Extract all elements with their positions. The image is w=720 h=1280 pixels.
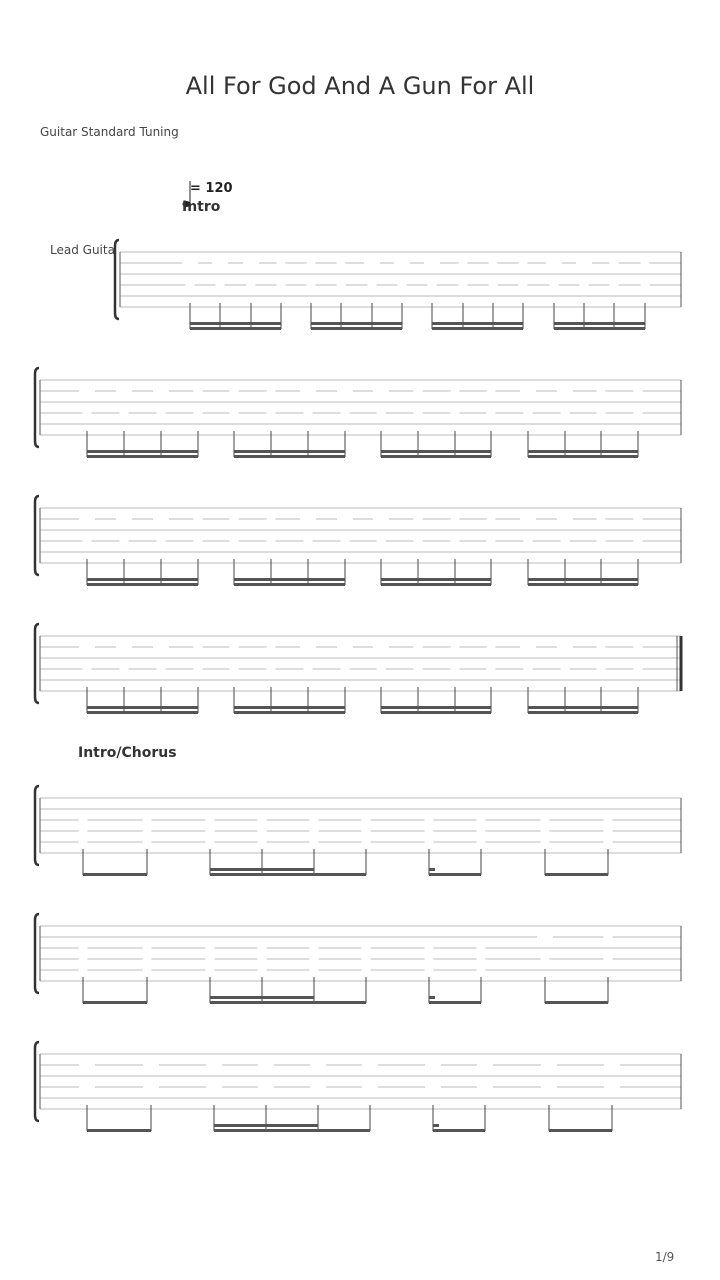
fret-bg [79,942,88,954]
fret-bg [487,641,496,653]
fret-bg [487,385,496,397]
beam [87,450,198,453]
fret-bg [425,836,434,848]
fret-bg [258,1059,274,1071]
fret-bg [247,279,256,291]
fret-bg [194,535,203,547]
fret-bg [524,663,533,675]
fret-bg [541,1081,557,1093]
fret-bg [641,257,650,269]
fret-bg [377,407,386,419]
fret-bg [414,641,423,653]
fret-bg [604,1059,620,1071]
fret-bg [194,641,203,653]
fret-bg [414,513,423,525]
fret-bg [451,535,460,547]
fret-bg [425,814,434,826]
fret-bg [206,1059,222,1071]
fret-bg [341,535,350,547]
fret-bg [425,825,434,837]
song-title: All For God And A Gun For All [185,72,535,100]
fret-bg [634,535,643,547]
fret-bg [310,1081,326,1093]
fret-bg [194,385,203,397]
fret-bg [477,814,486,826]
fret-bg [425,964,434,976]
fret-bg [362,825,371,837]
fret-bg [79,513,95,525]
fret-bg [425,1081,441,1093]
page-number: 1/9 [655,1250,675,1264]
fret-bg [341,663,350,675]
fret-bg [364,257,380,269]
fret-bg [337,279,346,291]
fret-bg [414,535,423,547]
fret-bg [143,836,152,848]
fret-bg [307,279,316,291]
fret-bg [206,964,215,976]
fret-bg [604,953,613,965]
beam [545,873,608,876]
fret-bg [116,641,132,653]
fret-bg [451,385,460,397]
system-bracket [35,496,39,575]
fret-bg [520,641,536,653]
fret-bg [610,257,619,269]
track-name: Lead Guita [50,243,115,257]
section-label-intro: Intro [182,199,221,215]
beam [190,322,281,325]
beam [210,873,366,876]
beam [381,455,491,458]
fret-bg [541,836,550,848]
fret-bg [143,825,152,837]
fret-bg [79,964,88,976]
fret-bg [79,1059,95,1071]
fret-bg [489,257,498,269]
fret-bg [79,825,88,837]
fret-bg [258,825,267,837]
fret-bg [310,964,319,976]
fret-bg [230,513,239,525]
fret-bg [116,513,132,525]
fret-bg [120,407,129,419]
system-bracket [115,240,119,319]
fret-bg [230,641,239,653]
beam [87,578,198,581]
beam [554,327,645,330]
fret-bg [373,513,389,525]
fret-bg [425,953,434,965]
fret-bg [206,814,215,826]
fret-bg [597,385,606,397]
beam [429,873,481,876]
fret-bg [243,257,259,269]
fret-bg [362,836,371,848]
fret-bg [604,814,613,826]
fret-bg [267,663,276,675]
fret-bg [194,407,203,419]
beam [234,450,345,453]
fret-bg [182,257,198,269]
beam [528,706,638,709]
beam [528,711,638,714]
fret-bg [424,257,440,269]
fret-bg [83,407,92,419]
fret-bg [206,942,215,954]
fret-bg [487,407,496,419]
fret-bg [143,942,152,954]
beam [381,706,491,709]
barline-final-thick [680,636,683,691]
fret-bg [230,663,239,675]
beam [381,583,491,586]
fret-bg [373,641,389,653]
fret-bg [373,385,389,397]
fret-bg [337,513,353,525]
fret-bg [157,663,166,675]
beam [234,706,345,709]
fret-bg [157,535,166,547]
beam [528,450,638,453]
fret-bg [116,385,132,397]
fret-bg [537,931,553,943]
fret-bg [143,1081,159,1093]
fret-bg [634,513,643,525]
fret-bg [541,825,550,837]
beam [190,327,281,330]
fret-bg [304,535,313,547]
beam [87,706,198,709]
fret-bg [267,385,276,397]
tempo-value: = 120 [190,181,233,196]
fret-bg [557,513,573,525]
beam [545,1001,608,1004]
beam [549,1129,612,1132]
beam [429,1001,481,1004]
fret-bg [477,825,486,837]
system-bracket [35,368,39,447]
fret-bg [83,663,92,675]
fret-bg [604,931,613,943]
fret-bg [634,385,643,397]
fret-bg [576,257,592,269]
fret-bg [641,279,650,291]
beam [83,873,147,876]
fret-bg [477,964,486,976]
fret-bg [597,535,606,547]
beam [210,1001,366,1004]
beam [214,1129,370,1132]
system-bracket [35,624,39,703]
beam [381,711,491,714]
beam [311,322,402,325]
fret-bg [557,641,573,653]
fret-bg [230,535,239,547]
fret-bg [362,1081,378,1093]
fret-bg [428,279,437,291]
fret-bg [487,663,496,675]
system-bracket [35,1042,39,1121]
fret-bg [186,279,195,291]
fret-bg [634,407,643,419]
fret-bg [267,641,276,653]
fret-bg [153,641,169,653]
beam [234,583,345,586]
fret-bg [394,257,410,269]
tuning-label: Guitar Standard Tuning [40,125,179,139]
fret-bg [561,407,570,419]
fret-bg [337,385,353,397]
fret-bg [83,535,92,547]
beam-stub [433,1124,439,1127]
fret-bg [267,513,276,525]
fret-bg [143,1059,159,1071]
fret-bg [362,964,371,976]
fret-bg [304,407,313,419]
fret-bg [459,257,468,269]
fret-bg [258,964,267,976]
fret-bg [337,641,353,653]
fret-bg [477,1081,493,1093]
beam [83,1001,147,1004]
fret-bg [341,407,350,419]
fret-bg [550,279,559,291]
fret-bg [153,385,169,397]
beam-stub [429,996,435,999]
fret-bg [489,279,498,291]
fret-bg [520,385,536,397]
fret-bg [79,836,88,848]
fret-bg [487,513,496,525]
beam [528,583,638,586]
fret-bg [597,641,606,653]
fret-bg [277,279,286,291]
fret-bg [524,535,533,547]
system-bracket [35,786,39,865]
beam [381,450,491,453]
fret-bg [541,1059,557,1071]
beam [528,578,638,581]
fret-bg [362,1059,378,1071]
fret-bg [377,663,386,675]
fret-bg [79,953,88,965]
fret-bg [79,814,88,826]
fret-bg [477,836,486,848]
beam [234,578,345,581]
fret-bg [377,535,386,547]
fret-bg [304,663,313,675]
fret-bg [258,814,267,826]
section-label-intro-chorus: Intro/Chorus [78,745,177,761]
beam [528,455,638,458]
beam [87,711,198,714]
fret-bg [258,836,267,848]
fret-bg [267,535,276,547]
fret-bg [310,836,319,848]
fret-bg [557,385,573,397]
fret-bg [230,407,239,419]
fret-bg [459,279,468,291]
fret-bg [157,407,166,419]
fret-bg [362,942,371,954]
fret-bg [79,1081,95,1093]
beam [87,1129,151,1132]
fret-bg [610,279,619,291]
fret-bg [597,407,606,419]
fret-bg [79,385,95,397]
fret-bg [194,513,203,525]
fret-bg [206,1081,222,1093]
fret-bg [258,953,267,965]
beam [210,996,314,999]
beam [554,322,645,325]
beam [87,583,198,586]
fret-bg [425,942,434,954]
fret-bg [519,257,528,269]
fret-bg [597,663,606,675]
fret-bg [425,1059,441,1071]
fret-bg [634,641,643,653]
fret-bg [477,942,486,954]
fret-bg [604,825,613,837]
fret-bg [414,385,423,397]
fret-bg [277,257,286,269]
fret-bg [194,663,203,675]
fret-bg [520,513,536,525]
fret-bg [561,663,570,675]
fret-bg [524,407,533,419]
fret-bg [143,814,152,826]
fret-bg [310,953,319,965]
fret-bg [362,953,371,965]
fret-bg [206,825,215,837]
fret-bg [258,942,267,954]
fret-bg [307,257,316,269]
fret-bg [216,279,225,291]
fret-bg [604,1081,620,1093]
fret-bg [300,385,316,397]
beam-stub [429,868,435,871]
fret-bg [310,814,319,826]
fret-bg [143,964,152,976]
fret-bg [368,279,377,291]
fret-bg [206,953,215,965]
fret-bg [120,535,129,547]
fret-bg [143,953,152,965]
fret-bg [414,663,423,675]
fret-bg [153,513,169,525]
fret-bg [310,942,319,954]
fret-bg [206,836,215,848]
fret-bg [561,535,570,547]
beam [234,711,345,714]
fret-bg [541,953,550,965]
fret-bg [212,257,228,269]
fret-bg [546,257,562,269]
fret-bg [604,836,613,848]
fret-bg [310,1059,326,1071]
fret-bg [541,814,550,826]
beam [87,455,198,458]
beam [234,455,345,458]
fret-bg [310,825,319,837]
beam [214,1124,318,1127]
fret-bg [414,407,423,419]
fret-bg [258,1081,274,1093]
fret-bg [519,279,528,291]
fret-bg [487,535,496,547]
fret-bg [451,407,460,419]
fret-bg [337,257,346,269]
beam [432,327,523,330]
beam [381,578,491,581]
fret-bg [451,641,460,653]
fret-bg [451,513,460,525]
fret-bg [451,663,460,675]
fret-bg [477,953,486,965]
fret-bg [120,663,129,675]
fret-bg [398,279,407,291]
fret-bg [477,1059,493,1071]
beam [210,868,314,871]
fret-bg [634,663,643,675]
fret-bg [300,513,316,525]
fret-bg [580,279,589,291]
fret-bg [362,814,371,826]
system-bracket [35,914,39,993]
fret-bg [79,641,95,653]
fret-bg [230,385,239,397]
beam [432,322,523,325]
fret-bg [597,513,606,525]
fret-bg [267,407,276,419]
fret-bg [300,641,316,653]
beam [433,1129,485,1132]
beam [311,327,402,330]
